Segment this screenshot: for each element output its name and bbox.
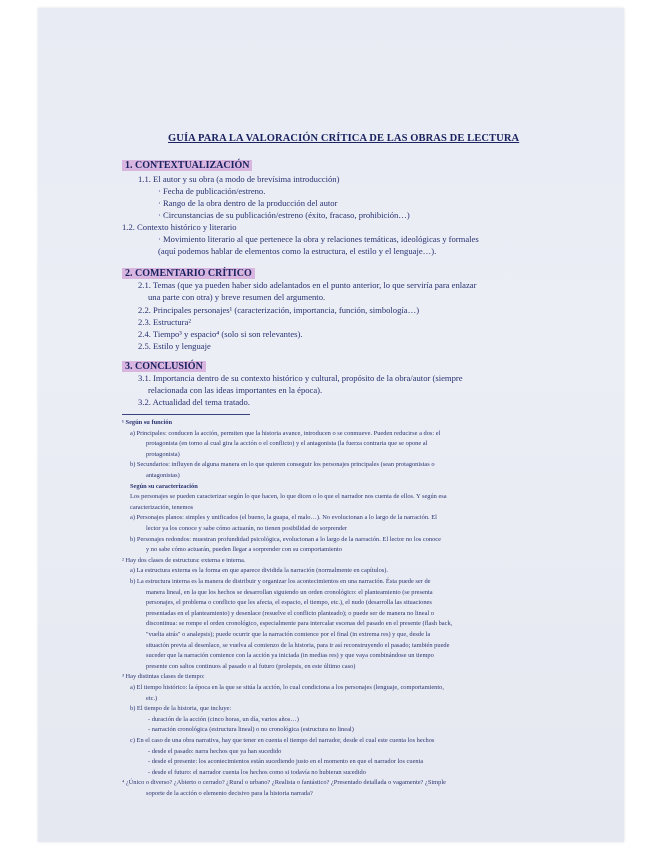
footnote-line: a) El tiempo histórico: la época en la que se sitúa la acción, lo cual condiciona a los personajes (lenguaje, comportamiento, — [130, 684, 444, 691]
section-line: 2.2. Principales personajes¹ (caracterización, importancia, función, simbología…) — [138, 305, 420, 315]
section-heading — [122, 361, 206, 372]
footnote-line: ¹ Según su función — [122, 419, 173, 426]
section-line: · Movimiento literario al que pertenece la obra y relaciones temáticas, ideológicas y formales — [158, 234, 479, 244]
footnote-line: a) La estructura externa es la forma en que aparece dividida la narración (normalmente en capítulos). — [130, 567, 388, 575]
section-line: 1.2. Contexto histórico y literario — [122, 222, 237, 232]
footnote-line: ⁴ ¿Único o diverso? ¿Abierto o cerrado? ¿Rural o urbano? ¿Realista o fantástico? ¿Presentado detallada o vagamente? ¿Simple — [122, 779, 446, 787]
footnote-line: - desde el presente: los acontecimientos están sucediendo justo en el momento en que el narrador los cuenta — [148, 758, 424, 766]
section-line: 2.3. Estructura² — [138, 317, 191, 327]
footnote-line: c) En el caso de una obra narrativa, hay que tener en cuenta el tiempo del narrador, desde el cual este cuenta los hechos — [130, 737, 435, 744]
footnote-line: ³ Hay distintas clases de tiempo: — [122, 673, 205, 681]
document-content — [38, 8, 624, 842]
section-line: (aquí podemos hablar de elementos como la estructura, el estilo y el lenguaje…). — [158, 246, 437, 256]
footnote-line: suceder que la narración comience con la acción ya iniciada (in medias res) y que vaya combinándose un tiempo — [146, 652, 434, 660]
footnote-line: - desde el pasado: narra hechos que ya han sucedido — [148, 747, 282, 755]
section-heading — [122, 160, 252, 171]
section-line: · Circunstancias de su publicación/estreno (éxito, fracaso, prohibición…) — [158, 210, 410, 220]
section-line: · Fecha de publicación/estreno. — [158, 186, 266, 196]
footnote-line: lector ya los conoce y sabe cómo actuarán, no tienen posibilidad de sorprender — [146, 525, 348, 532]
footnote-line: presentadas en el planteamiento) y desenlace (resuelve el conflicto planteado); o puede ser de manera no lineal o — [146, 609, 434, 617]
footnote-line: discontinua: se rompe el orden cronológico, especialmente para intercalar escenas del pasado en el presente (flash back, — [146, 620, 453, 628]
section-line: relacionada con las ideas importantes en la época). — [148, 385, 323, 395]
section-line: una parte con otra) y breve resumen del argumento. — [148, 292, 326, 302]
footnote-line: situación previa al desenlace, se vuelva al comienzo de la historia, para ir así reconstruyendo el pasado; también puede — [146, 641, 450, 649]
footnote-line: etc.) — [146, 694, 158, 702]
footnote-line: soporte de la acción o elemento decisivo para la historia narrada? — [146, 790, 313, 797]
footnote-line: y no sabe cómo actuarán, pueden llegar a sorprender con su comportamiento — [146, 546, 342, 554]
footnote-line: b) La estructura interna es la manera de distribuir y organizar los acontecimientos en una narración. Ésta puede ser de — [130, 578, 431, 585]
footnote-line: Los personajes se pueden caracterizar según lo que hacen, lo que dicen o lo que el narrador nos cuenta de ellos. Y según esa — [130, 493, 447, 501]
footnote-line: - narración cronológica (estructura lineal) o no cronológica (estructura no lineal) — [148, 726, 354, 734]
section-line: 2.5. Estilo y lenguaje — [138, 341, 211, 351]
footnote-line: "vuelta atrás" o analepsis); puede ocurrir que la narración comience por el final (in extrema res) y que, desde la — [146, 631, 431, 638]
section-heading-text: 2. COMENTARIO CRÍTICO — [122, 268, 255, 279]
footnote-line: protagonista) — [146, 450, 180, 458]
section-line: 3.1. Importancia dentro de su contexto histórico y cultural, propósito de la obra/autor (siempre — [138, 373, 463, 383]
footnote-line: manera lineal, en la que los hechos se desarrollan siguiendo un orden cronológico: el planteamiento (se presenta — [146, 588, 433, 596]
footnote-line: b) El tiempo de la historia, que incluye: — [130, 705, 232, 713]
footnote-line: b) Secundarios: influyen de alguna manera en lo que quieren conseguir los personajes principales (sean protagonistas o — [130, 461, 435, 469]
footnote-line: - desde el futuro: el narrador cuenta los hechos como si todavía no hubieran sucedido — [148, 768, 366, 776]
section-heading-text: 1. CONTEXTUALIZACIÓN — [122, 160, 252, 171]
footnote-line: protagonista (en torno al cual gira la acción o el conflicto) y el antagonista (la fuerza contraria que se opone al — [146, 440, 428, 448]
document-page — [38, 8, 624, 842]
footnote-line: caracterización, tenemos — [130, 503, 194, 511]
section-line: 2.4. Tiempo³ y espacio⁴ (solo si son relevantes). — [138, 329, 303, 339]
footnote-line: personajes, el problema o conflicto que les afecta, el espacio, el tiempo, etc.), el nudo (desarrolla las situaciones — [146, 599, 432, 607]
footnote-line: - duración de la acción (cinco horas, un día, varios años…) — [148, 715, 299, 723]
footnote-line: ² Hay dos clases de estructura: externa e interna. — [122, 556, 246, 564]
footnote-divider — [122, 414, 250, 415]
document-title: GUÍA PARA LA VALORACIÓN CRÍTICA DE LAS OBRAS DE LECTURA — [168, 133, 520, 144]
section-line: 2.1. Temas (que ya pueden haber sido adelantados en el punto anterior, lo que serviría para enlazar — [138, 280, 477, 290]
footnote-line: antagonistas) — [146, 472, 180, 479]
section-line: · Rango de la obra dentro de la producción del autor — [158, 198, 338, 208]
section-line: 1.1. El autor y su obra (a modo de brevísima introducción) — [138, 174, 340, 184]
section-heading — [122, 268, 255, 279]
footnote-line: Según su caracterización — [130, 482, 198, 490]
footnote-line: presente con saltos continuos al pasado o al futuro (prolepsis, en este último caso) — [146, 662, 356, 670]
section-line: 3.2. Actualidad del tema tratado. — [138, 397, 250, 407]
footnote-line: b) Personajes redondos: muestran profundidad psicológica, evolucionan a lo largo de la narración. El lector no los conoce — [130, 535, 441, 543]
footnote-line: a) Personajes planos: simples y unificados (el bueno, la guapa, el malo…). No evolucionan a lo largo de la narración. El — [130, 514, 437, 522]
footnote-line: a) Principales: conducen la acción, permiten que la historia avance, introducen o se conmueve. Pueden reducirse a dos: el — [130, 429, 441, 437]
section-heading-text: 3. CONCLUSIÓN — [122, 361, 206, 372]
